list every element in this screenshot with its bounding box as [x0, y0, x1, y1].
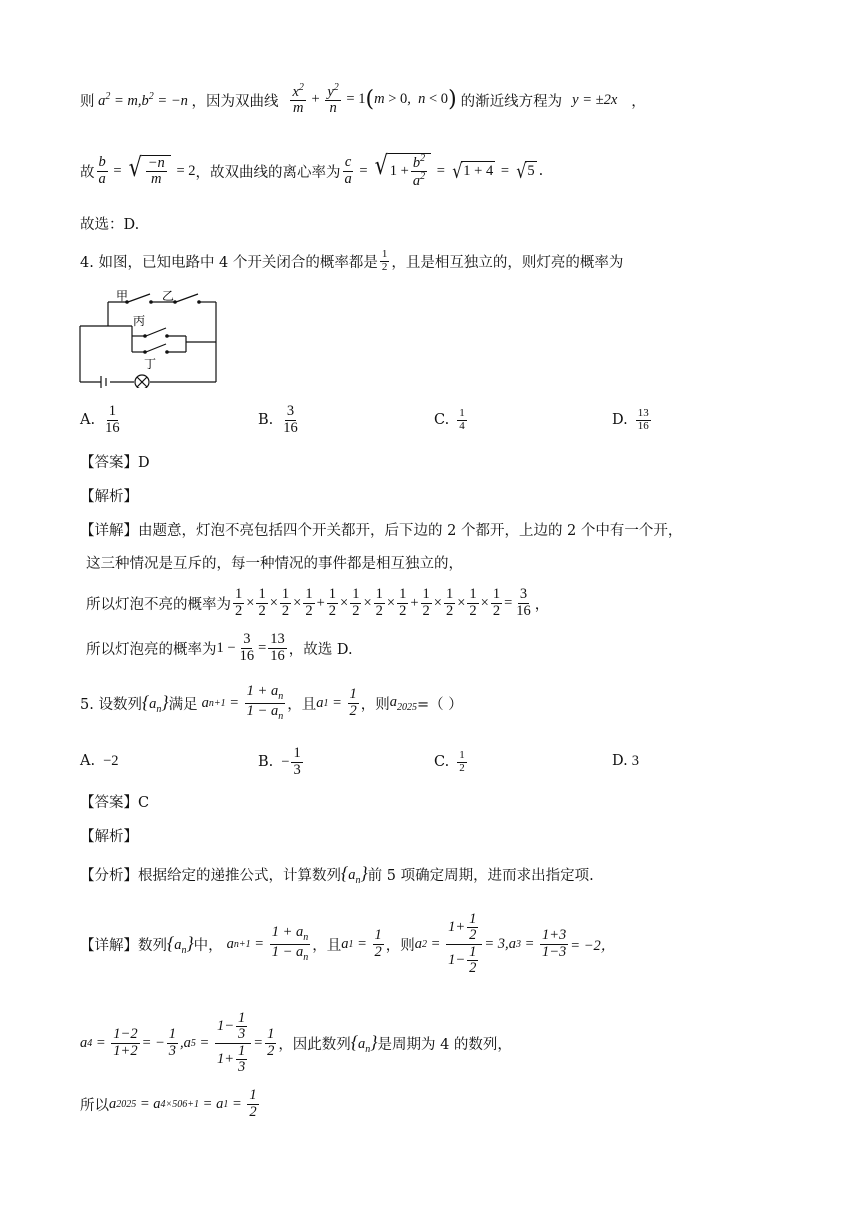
q5-stem-d: ，则 [360, 696, 390, 713]
choice-line [80, 212, 139, 234]
option-frac: $\frac{1}{4}$ [459, 406, 465, 432]
line1-prefix: 则 [80, 93, 95, 110]
q4-option-a[interactable] [80, 400, 124, 440]
q4-detail-1 [80, 518, 682, 540]
detail-text: ，则 [385, 937, 415, 954]
option-value: 3 [631, 752, 639, 769]
prob-sum: $\frac{1}{2}$ × $\frac{1}{2}$ × $\frac{1}{2}$ × $\frac{1}{2}$ + $\frac{1}{2}$ × $\frac{1}{2}$ × $\frac{1}{2}$ × $\frac{1}{2}$ + $\frac{1}{2}$ × $\frac{1}{2}$ × $\frac{1}{2}$ × $\frac{1}{2}$ = $\frac{3}{16}$ ， [235, 586, 550, 619]
q5-answer [80, 790, 149, 812]
q4-detail-4 [86, 625, 353, 671]
solution-line-2: 故 $\frac{b}{a}$ = √ $\frac{-n}{m}$ = 2 ，故双曲线的离心率为 $\frac{c}{a}$ = √ 1 + $\frac{b^2}{a^2}$ = √ 1 + 4 = √ 5 . [80, 150, 544, 189]
option-value: −2 [103, 752, 119, 769]
q5-fenxi [80, 860, 594, 888]
detail-text: 【详解】数列 [80, 937, 167, 954]
analysis-text: 【解析】 [80, 828, 138, 845]
q5-detail-2 [80, 1008, 512, 1078]
q5-analysis [80, 824, 138, 846]
initial: a 1 = $\frac{1}{2}$ [316, 686, 357, 719]
prob-light: 1 − $\frac{3}{16}$ = $\frac{13}{16}$ [216, 631, 285, 664]
label-ding: 丁 [144, 357, 157, 371]
sqrt-ecc: √ 1 + $\frac{b^2}{a^2}$ [373, 153, 431, 189]
detail-text: ，且 [312, 937, 342, 954]
q5-option-d[interactable] [612, 750, 639, 772]
q5-stem-b: 满足 [168, 696, 198, 713]
option-letter: A. [80, 412, 96, 428]
q5-stem-e: =（ ） [417, 696, 463, 713]
label-jia: 甲 [116, 289, 129, 303]
line2-end: . [538, 163, 544, 179]
detail-text: 所以灯泡亮的概率为 [86, 641, 217, 658]
q5-final [80, 1082, 261, 1126]
detail-text: 【详解】由题意，灯泡不亮包括四个开关都开，后下边的 2 个都开，上边的 2 个中有一个开， [80, 522, 683, 539]
solution-line-1 [80, 80, 646, 120]
label-yi: 乙 [162, 289, 175, 303]
recurrence: a n+1 = $\frac{1 + a_n}{1 - a_n}$ [201, 683, 284, 722]
answer-text: 【答案】C [80, 794, 150, 811]
target: $a_{2025}$ [389, 693, 417, 713]
q5-option-a[interactable] [80, 750, 119, 772]
line1-mid: ，因为双曲线 [191, 93, 279, 110]
compute-a4-a5: a 4 = $\frac{1-2}{1+2}$ = − $\frac{1}{3}$ , a 5 = 1− $\frac{1}{3}$ 1+ $\frac{1}{3}$ = $\frac{1}{2}$ [80, 1010, 275, 1075]
q5-stem-c: ，且 [287, 696, 317, 713]
q5-detail-1 [80, 905, 615, 983]
detail-text: 所以 [80, 1097, 109, 1114]
option-letter: C. [434, 754, 450, 770]
seq-an: $\{a_n\}$ [141, 691, 169, 715]
q5-stem [80, 680, 463, 726]
q4-stem-b: ，且是相互独立的，则灯亮的概率为 [391, 254, 624, 271]
q4-stem [80, 247, 623, 275]
q4-detail-3 [86, 580, 549, 626]
q4-detail-2 [86, 551, 463, 573]
line2-prefix: 故 [80, 164, 95, 181]
detail-text: ，因此数列 [278, 1036, 351, 1053]
q4-answer [80, 450, 150, 472]
option-frac: $\frac{1}{16}$ [105, 403, 120, 436]
option-frac: $\frac{1}{2}$ [459, 748, 465, 774]
line2-mid: ，故双曲线的离心率为 [195, 164, 341, 181]
q4-option-c[interactable] [434, 400, 469, 440]
q4-analysis [80, 484, 138, 506]
detail-text: 是周期为 4 的数列， [377, 1036, 512, 1053]
detail-text: 这三种情况是互斥的，每一种情况的事件都是相互独立的， [86, 555, 463, 572]
seq-an: $\{a_n\}$ [350, 1031, 378, 1055]
line1-cond: 的渐近线方程为 [460, 93, 563, 110]
option-letter: A. [80, 753, 96, 769]
option-frac: $\frac{13}{16}$ [637, 406, 649, 432]
sqrt-five-sum: √ 1 + 4 [451, 159, 494, 183]
sqrt-five: √ 5 [515, 159, 535, 183]
q5-stem-a: 5. 设数列 [80, 696, 142, 713]
option-letter: D. [612, 412, 628, 428]
asymptote: y = ±2x [572, 91, 618, 108]
detail-text: 中， [193, 937, 223, 954]
option-frac: $\frac{3}{16}$ [283, 403, 298, 436]
q5-option-b[interactable] [258, 742, 305, 782]
label-bing: 丙 [133, 314, 146, 328]
q5-option-c[interactable] [434, 748, 469, 776]
fenxi-text: 前 5 项确定周期，进而求出指定项. [367, 867, 594, 884]
recurrence: a n+1 = $\frac{1 + a_n}{1 - a_n}$ [226, 924, 309, 963]
frac-c-a: $\frac{c}{a}$ [344, 154, 352, 187]
option-letter: B. [258, 412, 274, 428]
option-letter: B. [258, 754, 274, 770]
detail-text: ，故选 D. [288, 641, 353, 658]
final-result: a 2025 = a 4×506+1 = a 1 = $\frac{1}{2}$ [109, 1087, 257, 1120]
q4-stem-a: 4. 如图，已知电路中 4 个开关闭合的概率都是 [80, 254, 378, 271]
circuit-diagram [78, 288, 228, 388]
analysis-text: 【解析】 [80, 488, 138, 505]
compute-a2-a3: a 2 = 1+ $\frac{1}{2}$ 1− $\frac{1}{2}$ = 3, a 3 = $\frac{1+3}{1-3}$ = −2， [414, 911, 616, 976]
seq-an: $\{a_n\}$ [341, 862, 368, 886]
sqrt-neg-n-m: √ $\frac{-n}{m}$ [127, 155, 171, 187]
frac-b-a: $\frac{b}{a}$ [98, 154, 106, 187]
detail-text: 所以灯泡不亮的概率为 [86, 596, 231, 613]
q4-option-b[interactable] [258, 400, 302, 440]
choice-text: 故选：D. [80, 216, 140, 233]
seq-an: $\{a_n\}$ [167, 932, 194, 956]
q4-option-d[interactable] [612, 400, 653, 440]
fenxi-text: 【分析】根据给定的递推公式，计算数列 [80, 867, 341, 884]
math-a2: $a^2 = m,b^2 = -n$ [94, 90, 192, 109]
option-value: − [281, 753, 290, 770]
hyperbola-eq: $\frac{x^2}{m}$ + $\frac{y^2}{n}$ = 1 ( m > 0, n < 0 ) [292, 82, 457, 117]
option-letter: D. [612, 753, 628, 769]
option-frac: $\frac{1}{3}$ [293, 745, 301, 778]
option-letter: C. [434, 412, 450, 428]
answer-text: 【答案】D [80, 454, 150, 471]
q4-half: $\frac{1}{2}$ [381, 247, 388, 273]
line1-end: ， [631, 93, 646, 110]
initial: a 1 = $\frac{1}{2}$ [341, 927, 382, 960]
